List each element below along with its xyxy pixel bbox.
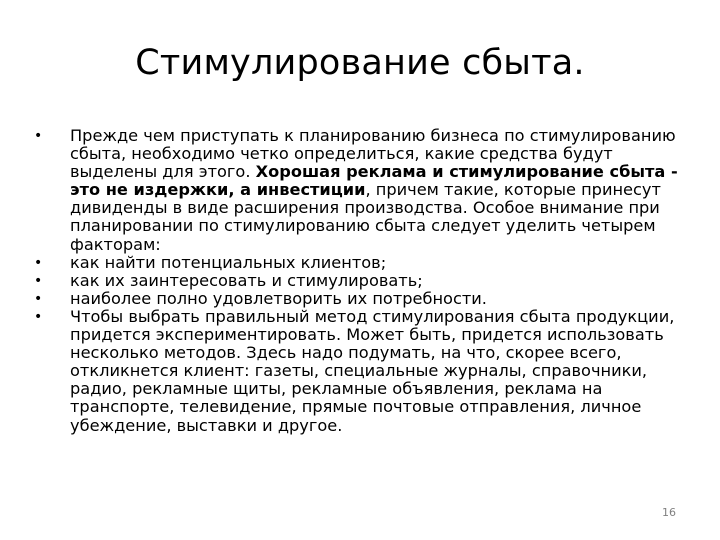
bullet-text-intro: Прежде чем приступать к планированию бизнеса по стимулированию сбыта, необходимо четко определиться, какие средства будут выделены для этого. <box>70 126 676 182</box>
bullet-text: как найти потенциальных клиентов; <box>70 252 387 272</box>
bullet-text: наиболее полно удовлетворить их потребности. <box>70 288 487 308</box>
bullet-item-interest-clients <box>34 272 694 290</box>
bullet-list <box>34 127 694 435</box>
bullet-icon: • <box>34 290 43 307</box>
bullet-item-choose-method <box>34 308 694 435</box>
bullet-text: как их заинтересовать и стимулировать; <box>70 270 423 290</box>
bullet-text: Чтобы выбрать правильный метод стимулирования сбыта продукции, придется экспериментировать. Может быть, придется использовать несколько методов. Здесь надо подумать, на что, скорее всего, откликнется клиент: газеты, специальные журналы, справочники, радио, рекламные щиты, рекламные объявления, реклама на транспорте, телевидение, прямые почтовые отправления, личное убеждение, выставки и другое. <box>70 306 675 435</box>
bullet-icon: • <box>34 272 43 289</box>
bullet-icon: • <box>34 128 43 144</box>
bullet-text-emphasis: Хорошая реклама и стимулирование сбыта - это не издержки, а инвестиции <box>70 162 678 200</box>
bullet-text-outro: , причем такие, которые принесут дивиденды в виде расширения производства. Особое внимание при планировании по стимулированию сбыта следует уделить четырем факторам: <box>70 180 661 254</box>
bullet-item-find-clients <box>34 254 694 272</box>
bullet-item-satisfy-needs <box>34 290 694 308</box>
slide-title: Стимулирование сбыта. <box>135 43 585 83</box>
page-number: 16 <box>662 506 676 519</box>
bullet-icon: • <box>34 254 43 271</box>
bullet-item-budget <box>34 127 694 254</box>
bullet-icon: • <box>34 308 43 325</box>
